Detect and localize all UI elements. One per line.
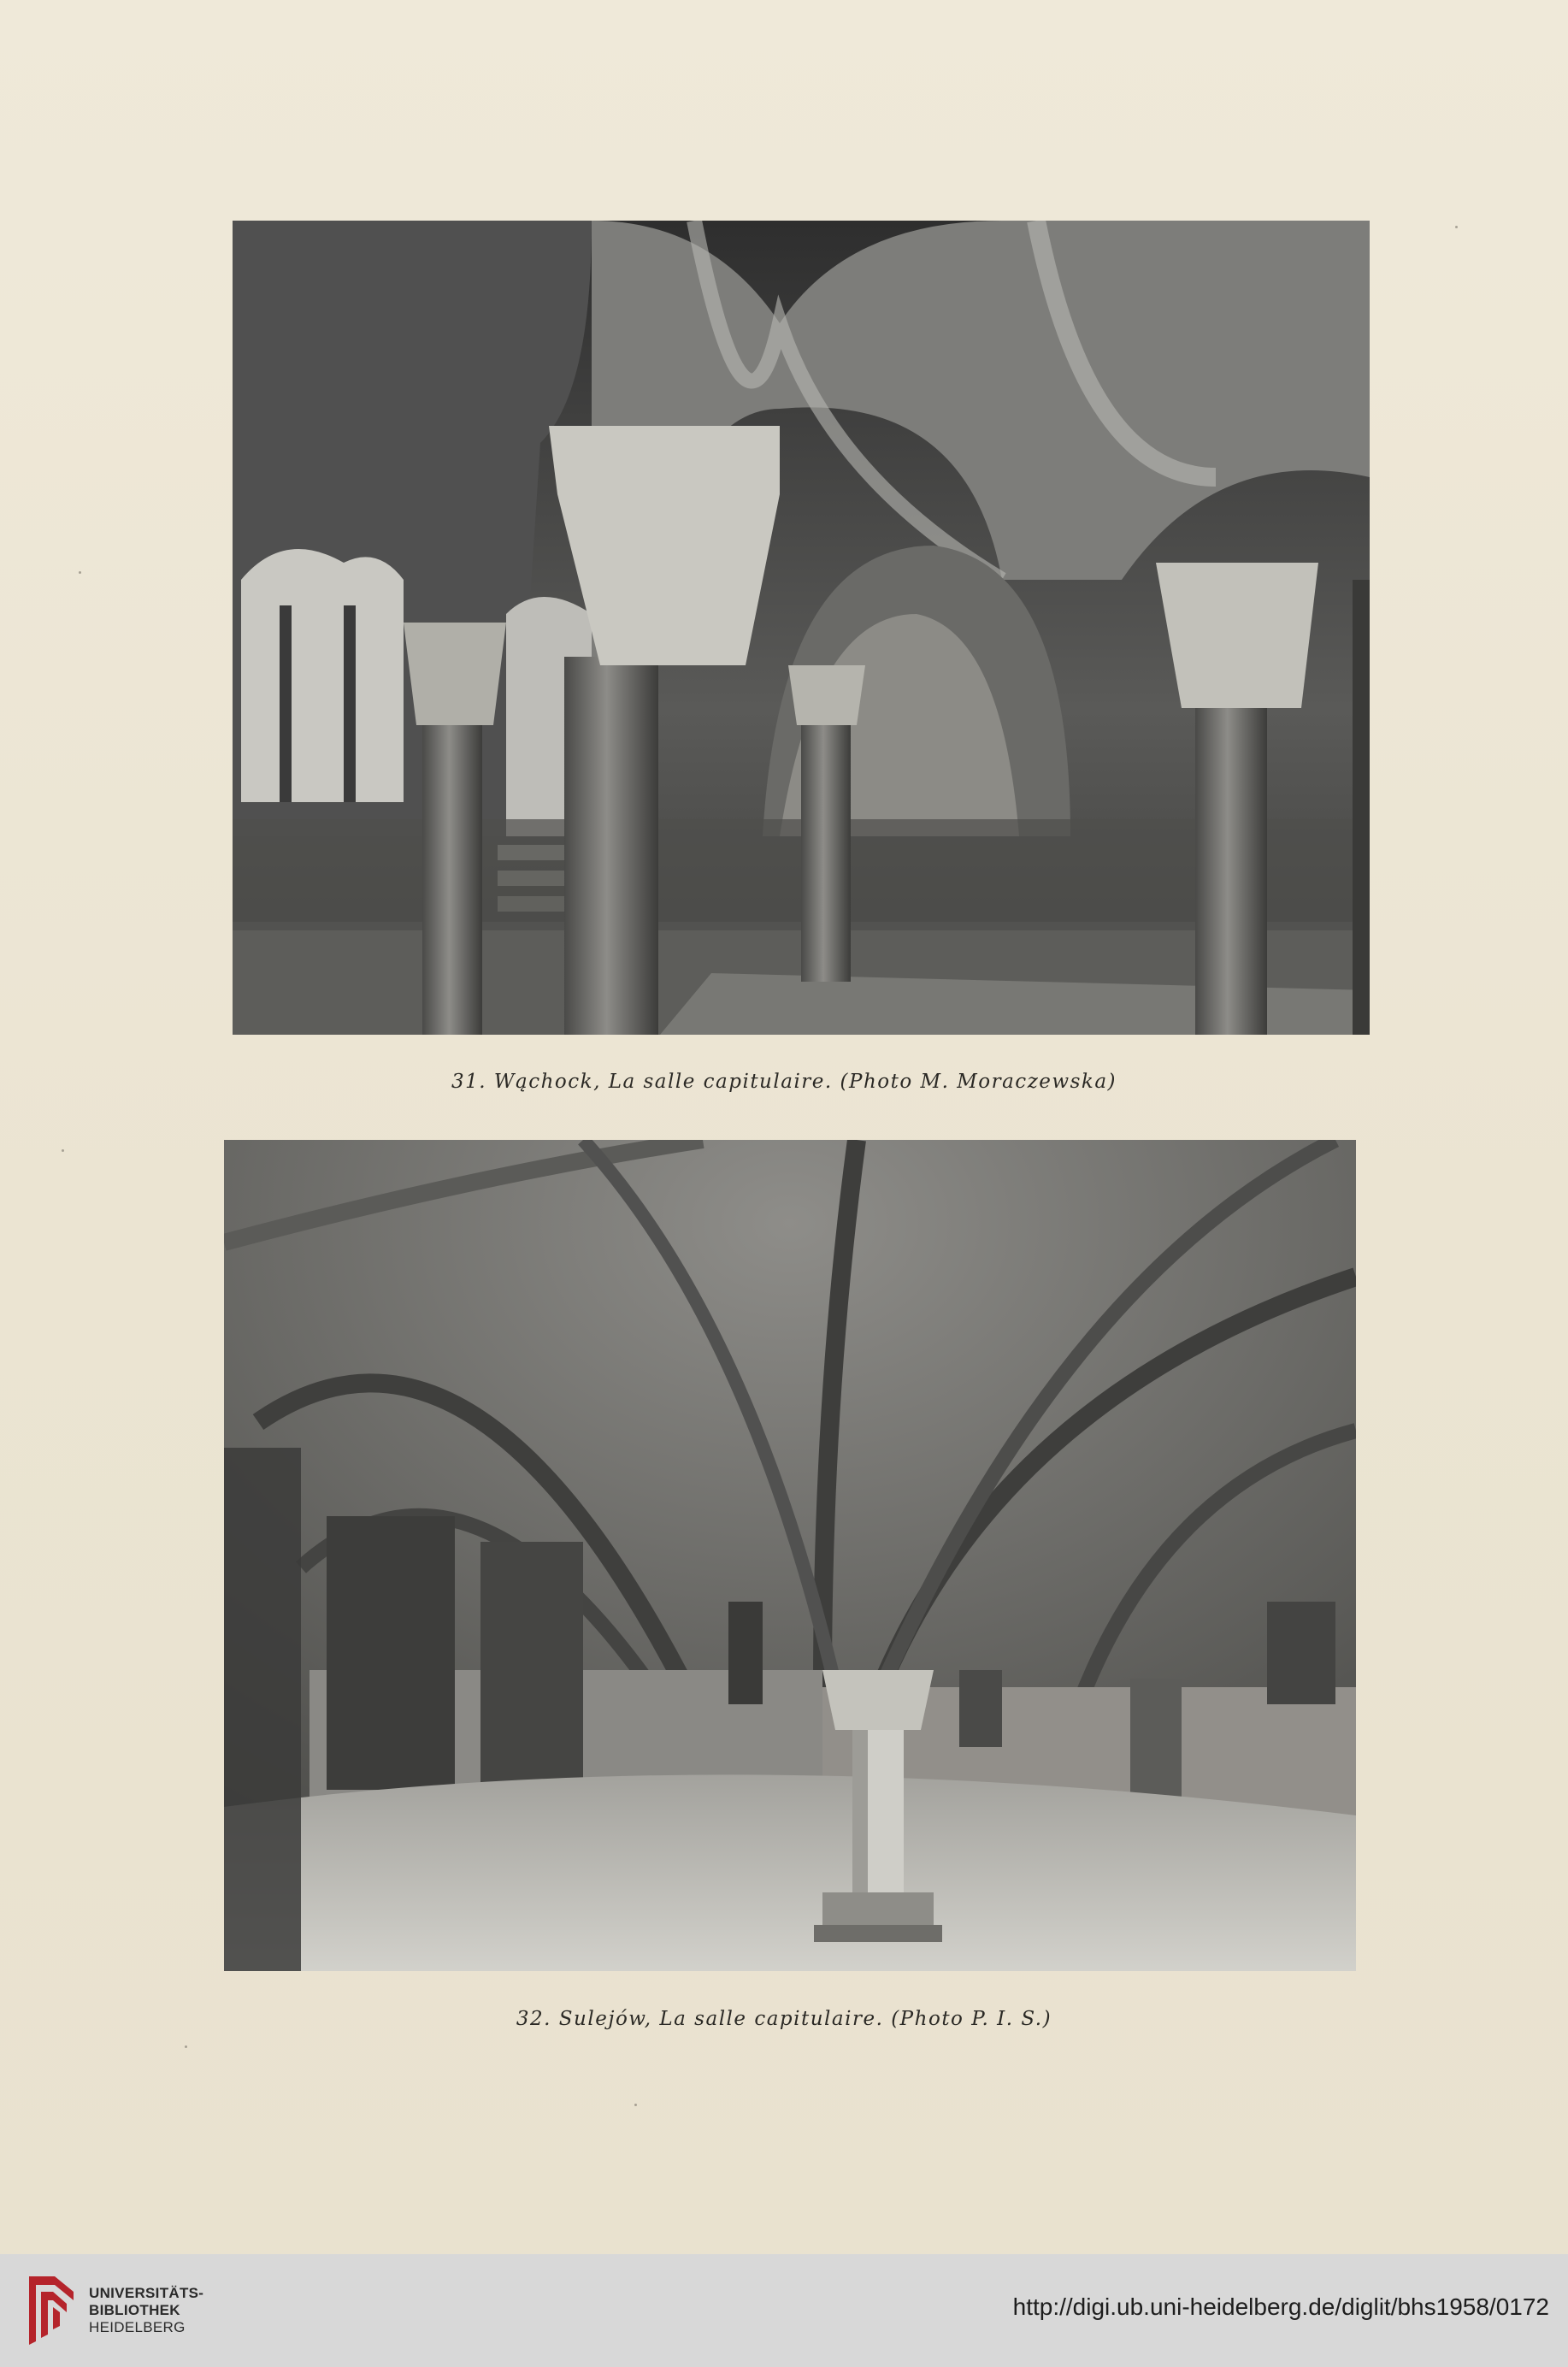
photo-wachock-chapter-house <box>233 221 1370 1035</box>
library-name-line: UNIVERSITÄTS- <box>89 2285 204 2301</box>
library-footer-bar <box>0 2254 1568 2367</box>
library-name-line: BIBLIOTHEK <box>89 2302 180 2318</box>
photo-sulejow-chapter-house <box>224 1140 1356 1971</box>
dust-speck <box>79 571 81 574</box>
figure-caption-text: Wąchock, La salle capitulaire. (Photo M. Moraczewska) <box>493 1071 1117 1093</box>
figure-number: 32. <box>516 2008 551 2030</box>
figure-31-caption <box>0 1071 1568 1093</box>
library-name <box>89 2285 203 2336</box>
university-library-logo-icon <box>24 2275 79 2346</box>
dust-speck <box>62 1149 64 1152</box>
library-name-line: HEIDELBERG <box>89 2319 186 2335</box>
dust-speck <box>185 2045 187 2048</box>
digital-library-url-link[interactable]: http://digi.ub.uni-heidelberg.de/diglit/bhs1958/0172 <box>1012 2293 1549 2320</box>
figure-caption-text: Sulejów, La salle capitulaire. (Photo P. I. S.) <box>558 2008 1052 2030</box>
dust-speck <box>1455 226 1458 228</box>
dust-speck <box>634 2104 637 2106</box>
figure-number: 31. <box>451 1071 487 1093</box>
figure-32-caption <box>0 2008 1568 2030</box>
